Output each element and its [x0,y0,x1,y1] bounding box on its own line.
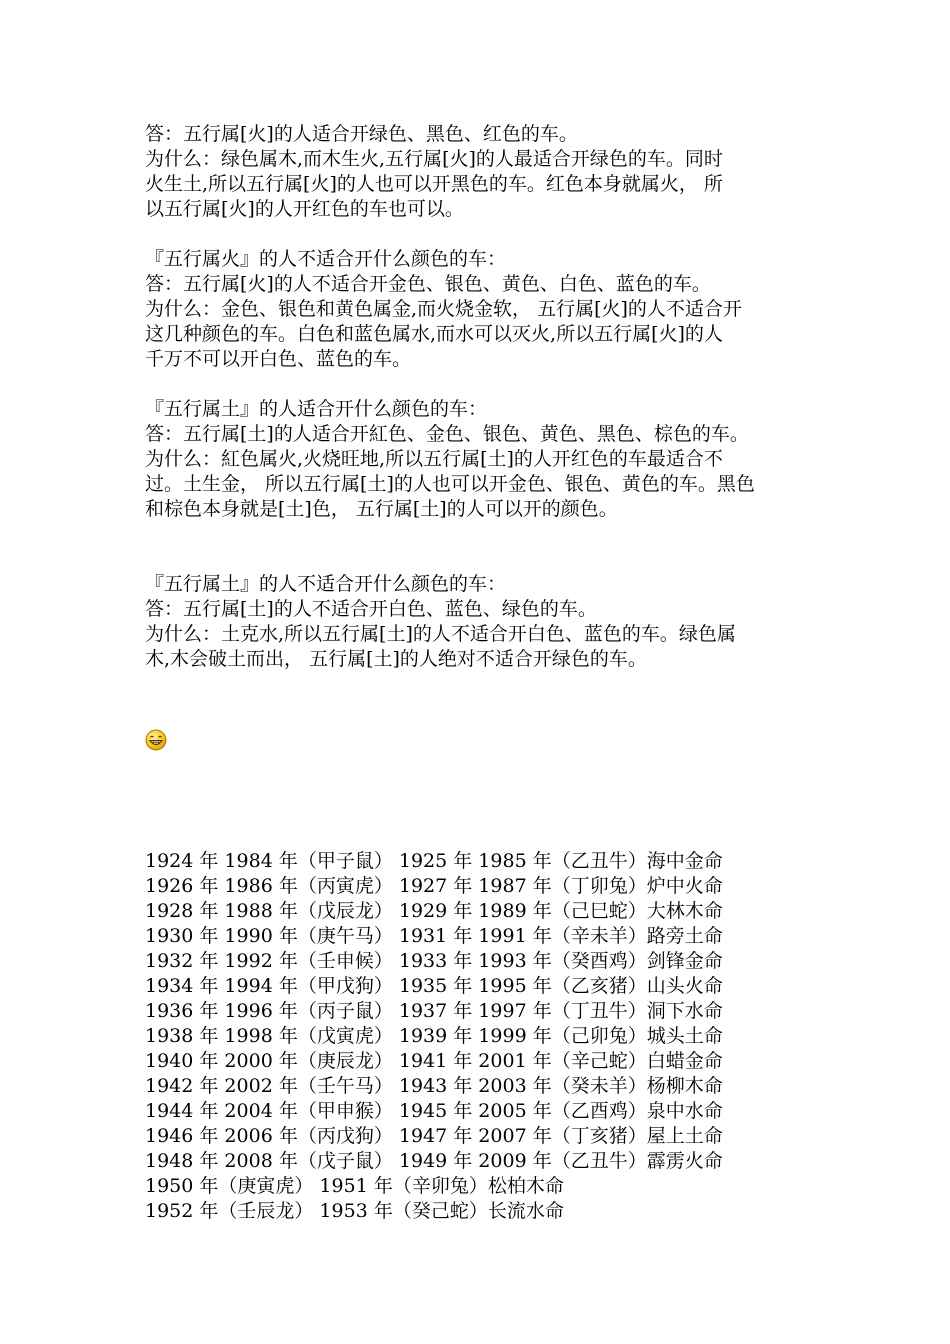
text-line: 木,木会破土而出， 五行属[土]的人绝对不适合开绿色的车。 [145,648,647,670]
text-line: 答：五行属[土]的人适合开紅色、金色、银色、黄色、黑色、棕色的车。 [145,423,749,445]
table-row: 1952 年（壬辰龙） 1953 年（癸己蛇）长流水命 [145,1200,564,1222]
section-fire-suitable [145,122,815,222]
grinning-face-icon [145,729,167,751]
text-line: 千万不可以开白色、蓝色的车。 [145,348,412,370]
text-line: 为什么：土克水,所以五行属[土]的人不适合开白色、蓝色的车。绿色属 [145,623,736,645]
table-row: 1938 年 1998 年（戊寅虎） 1939 年 1999 年（己卯兔）城头土命 [145,1025,723,1047]
text-line: 答：五行属[土]的人不适合开白色、蓝色、绿色的车。 [145,598,597,620]
table-row: 1940 年 2000 年（庚辰龙） 1941 年 2001 年（辛己蛇）白蜡金命 [145,1050,723,1072]
table-row: 1924 年 1984 年（甲子鼠） 1925 年 1985 年（乙丑牛）海中金命 [145,850,723,872]
table-row: 1930 年 1990 年（庚午马） 1931 年 1991 年（辛未羊）路旁土命 [145,925,723,947]
section-earth-suitable [145,397,815,522]
text-line: 为什么：绿色属木,而木生火,五行属[火]的人最适合开绿色的车。同时 [145,148,723,170]
table-row: 1926 年 1986 年（丙寅虎） 1927 年 1987 年（丁卯兔）炉中火命 [145,875,723,897]
text-line: 为什么：紅色属火,火烧旺地,所以五行属[土]的人开红色的车最适合不 [145,448,723,470]
table-row: 1928 年 1988 年（戊辰龙） 1929 年 1989 年（己巳蛇）大林木命 [145,900,723,922]
table-row: 1936 年 1996 年（丙子鼠） 1937 年 1997 年（丁丑牛）洞下水命 [145,1000,723,1022]
section-heading: 『五行属土』的人不适合开什么颜色的车： [145,573,507,595]
section-heading: 『五行属土』的人适合开什么颜色的车： [145,398,488,420]
section-heading: 『五行属火』的人不适合开什么颜色的车： [145,248,507,270]
text-line: 答：五行属[火]的人不适合开金色、银色、黄色、白色、蓝色的车。 [145,273,711,295]
table-row: 1950 年（庚寅虎） 1951 年（辛卯兔）松柏木命 [145,1175,564,1197]
birth-year-table [145,849,815,1224]
table-row: 1948 年 2008 年（戊子鼠） 1949 年 2009 年（乙丑牛）霹雳火命 [145,1150,723,1172]
text-line: 过。土生金， 所以五行属[土]的人也可以开金色、银色、黄色的车。黑色 [145,473,755,495]
text-line: 为什么：金色、银色和黄色属金,而火烧金软， 五行属[火]的人不适合开 [145,298,742,320]
text-line: 答：五行属[火]的人适合开绿色、黑色、红色的车。 [145,123,578,145]
text-line: 以五行属[火]的人开红色的车也可以。 [145,198,464,220]
table-row: 1944 年 2004 年（甲申猴） 1945 年 2005 年（乙酉鸡）泉中水命 [145,1100,723,1122]
text-line: 和棕色本身就是[土]色， 五行属[土]的人可以开的颜色。 [145,498,618,520]
table-row: 1942 年 2002 年（壬午马） 1943 年 2003 年（癸未羊）杨柳木命 [145,1075,723,1097]
section-fire-unsuitable [145,247,815,372]
section-earth-unsuitable [145,572,815,672]
text-line: 火生土,所以五行属[火]的人也可以开黑色的车。红色本身就属火， 所 [145,173,723,195]
text-line: 这几种颜色的车。白色和蓝色属水,而水可以灭火,所以五行属[火]的人 [145,323,723,345]
table-row: 1932 年 1992 年（壬申候） 1933 年 1993 年（癸酉鸡）剑锋金命 [145,950,723,972]
table-row: 1946 年 2006 年（丙戊狗） 1947 年 2007 年（丁亥猪）屋上土命 [145,1125,723,1147]
table-row: 1934 年 1994 年（甲戊狗） 1935 年 1995 年（乙亥猪）山头火命 [145,975,723,997]
document-page [145,122,815,1224]
